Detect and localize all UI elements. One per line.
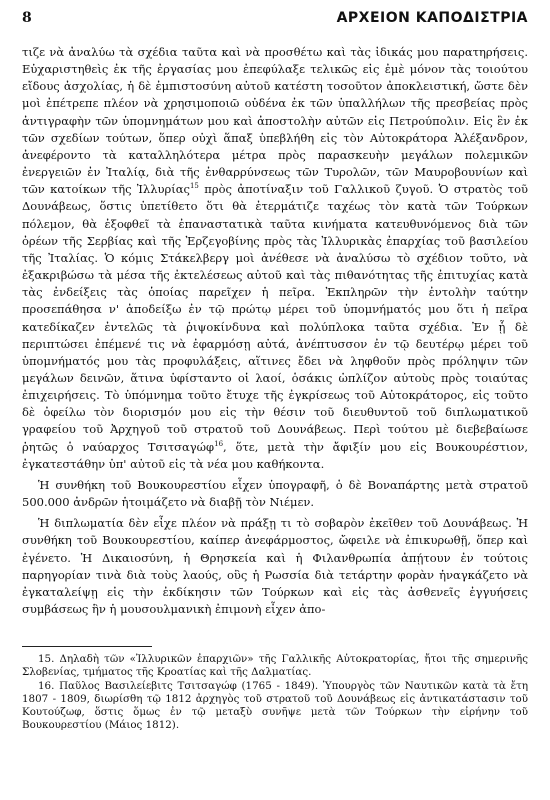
running-title: ΑΡΧΕΙΟΝ ΚΑΠΟΔΙΣΤΡΙΑ bbox=[336, 10, 528, 26]
document-page bbox=[22, 10, 528, 732]
paragraph-1-part-3: , ὅτε, μετὰ τὴν ἄφιξίν μου εἰς Βουκουρέστιον, ἐγκατεστάθην ὑπ' αὐτοῦ εἰς τὰ νέα μου καθήκοντα. bbox=[22, 439, 528, 471]
paragraph-3: Ἡ διπλωματία δὲν εἶχε πλέον νὰ πράξῃ τι τὸ σοβαρὸν ἐκεῖθεν τοῦ Δουνάβεως. Ἡ συνθήκη τοῦ Βουκουρεστίου, καίπερ ἀνεφάρμοστος, ὤφειλε νὰ ἐπικυρωθῇ, ὅπερ καὶ ἐγένετο. Ἡ Δικαιοσύνη, ἡ Θρησκεία καὶ ἡ Φιλανθρωπία ἀπῄτουν ἐν τούτοις παρηγορίαν τινὰ διὰ τοὺς λαούς, οὓς ἡ Ρωσσία διὰ τετάρτην φορὰν ἠναγκάζετο νὰ ἐγκαταλείψῃ εἰς τὴν ἐκδίκησιν τῶν Τούρκων καὶ εἰς τὰς ἀσθενεῖς ἐγγυήσεις συμβάσεως ἣν ἡ μουσουλμανικὴ ἐπιμονὴ εἶχεν ἀπο- bbox=[22, 516, 528, 616]
paragraph-1-part-1: τιζε νὰ ἀναλύω τὰ σχέδια ταῦτα καὶ νὰ προσθέτω καὶ τὰς ἰδικάς μου παρατηρήσεις. Εὐχαριστηθεὶς ἐκ τῆς ἐργασίας μου ἐπεφύλαξε τελικῶς εἰς ἐμὲ μόνον τὰς τοιούτου εἴδους ἀσχολίας, ἡ δὲ ἐμπιστοσύνη αὐτοῦ κατέστη τοσοῦτον ἀποκλειστική, ὥστε δὲν μοὶ ἐπέτρεπε πλέον νὰ χρησιμοποιῶ οὐδένα ἐκ τῶν ὑπαλλήλων τῆς πρεσβείας πρὸς ἀντιγραφὴν τῶν ὑπομνημάτων μου καὶ ἀποστολὴν αὐτῶν εἰς Πετρούπολιν. Εἰς ἓν ἐκ τῶν σχεδίων τούτων, ὅπερ οὐχὶ ἅπαξ ὑπεβλήθη εἰς τὸν Αὐτοκράτορα Ἀλέξανδρον, ἀνεφέροντο τὰ καταλληλότερα μέτρα πρὸς παρασκευὴν μεγάλων πολεμικῶν ἐνεργειῶν ἐν Ἰταλίᾳ, διὰ τῆς ἐνθαρρύνσεως τῶν Τυρολῶν, τῶν Μαυροβουνίων καὶ τῶν κατοίκων τῆς Ἰλλυρίας bbox=[22, 45, 528, 197]
page-number: 8 bbox=[22, 10, 32, 26]
paragraph-1 bbox=[22, 44, 528, 473]
body-text bbox=[22, 44, 528, 618]
footnote-ref-15: 15 bbox=[189, 182, 199, 191]
paragraph-1-part-2: πρὸς ἀποτίναξιν τοῦ Γαλλικοῦ ζυγοῦ. Ὁ στρατὸς τοῦ Δουνάβεως, ὅστις ὑπετίθετο ὅτι θὰ ἐτερμάτιζε ταχέως τὸν κατὰ τῶν Τούρκων πόλεμον, θὰ ἐξοφθεῖ τὰ ἐπαναστατικὰ ταῦτα κινήματα κατευθυνόμενος διὰ τῶν ὀρέων τῆς Σερβίας καὶ τῆς Ἐρζεγοβίνης πρὸς τὰς Ἰλλυρικὰς ἐπαρχίας τοῦ βασιλείου τῆς Ἰταλίας. Ὁ κόμις Στάκελβεργ μοὶ ἀνέθεσε νὰ ἀναλύσω τὸ σχέδιον τοῦτο, νὰ ἐξακριβώσω τὰ μέσα τῆς ἐκτελέσεως αὐτοῦ καὶ τὰς πιθανότητας τῆς ἐπιτυχίας κατὰ τὰς ἐνδείξεις τὰς ὁποίας παρεῖχεν ἡ πεῖρα. Ἐκπληρῶν τὴν ἐντολὴν ταύτην προσεπάθησα ν' ἀποδείξω ἐν τῷ πρώτῳ μέρει τοῦ ὑπομνήματός μου ὅτι ἡ πεῖρα κατεδίκαζεν ἐντελῶς τὰ ῥιψοκίνδυνα καὶ πολύπλοκα ταῦτα σχέδια. Ἐν ᾗ δὲ περιπτώσει ἐπέμενέ τις νὰ ἐφαρμόσῃ αὐτά, ἀνέπτυσσον ἐν τῷ δευτέρῳ μέρει τοῦ ὑπομνήματός μου τὰς προφυλάξεις, αἵτινες ἔδει νὰ ληφθοῦν πρὸς πρόληψιν τῶν μεγάλων δεινῶν, ἅτινα ὑφίσταντο οἱ λαοί, ὁσάκις ὡπλίζον αὐτοὺς πρὸς τοιαύτας ἐπιχειρήσεις. Τὸ ὑπόμνημα τοῦτο ἔτυχε τῆς ἐγκρίσεως τοῦ Αὐτοκράτορος, εἰς τοῦτο δὲ ὀφείλω τὸν διορισμόν μου εἰς τὴν θέσιν τοῦ διευθυντοῦ τοῦ διπλωματικοῦ γραφείου τοῦ Ἀρχηγοῦ τοῦ στρατοῦ τοῦ Δουνάβεως. Περὶ τούτου μὲ διεβεβαίωσε ῥητῶς ὁ ναύαρχος Τσιτσαγώφ bbox=[22, 182, 528, 454]
footnote-15: 15. Δηλαδὴ τῶν «Ἰλλυρικῶν ἐπαρχιῶν» τῆς Γαλλικῆς Αὐτοκρατορίας, ἤτοι τῆς σημερινῆς Σλοβενίας, τμήματος τῆς Κροατίας καὶ τῆς Δαλματίας. bbox=[22, 653, 528, 679]
footnote-16: 16. Παῦλος Βασιλείεβιτς Τσιτσαγώφ (1765 - 1849). Ὑπουργὸς τῶν Ναυτικῶν κατὰ τὰ ἔτη 1807 - 1809, διωρίσθη τῷ 1812 ἀρχηγὸς τοῦ στρατοῦ τοῦ Δουνάβεως εἰς ἀντικατάστασιν τοῦ Κουτούζωφ, ὅστις ὅμως ἐν τῷ μεταξὺ συνῆψε μετὰ τῶν Τούρκων τὴν εἰρήνην τοῦ Βουκουρεστίου (Μάιος 1812). bbox=[22, 679, 528, 732]
paragraph-2: Ἡ συνθήκη τοῦ Βουκουρεστίου εἶχεν ὑπογραφῆ, ὁ δὲ Βοναπάρτης μετὰ στρατοῦ 500.000 ἀνδρῶν ἡτοιμάζετο νὰ διαβῇ τὸν Νιέμεν. bbox=[22, 477, 528, 510]
footnote-ref-16: 16 bbox=[214, 439, 224, 448]
footnotes bbox=[22, 653, 528, 732]
page-header bbox=[22, 10, 528, 32]
footnote-divider bbox=[22, 646, 152, 647]
